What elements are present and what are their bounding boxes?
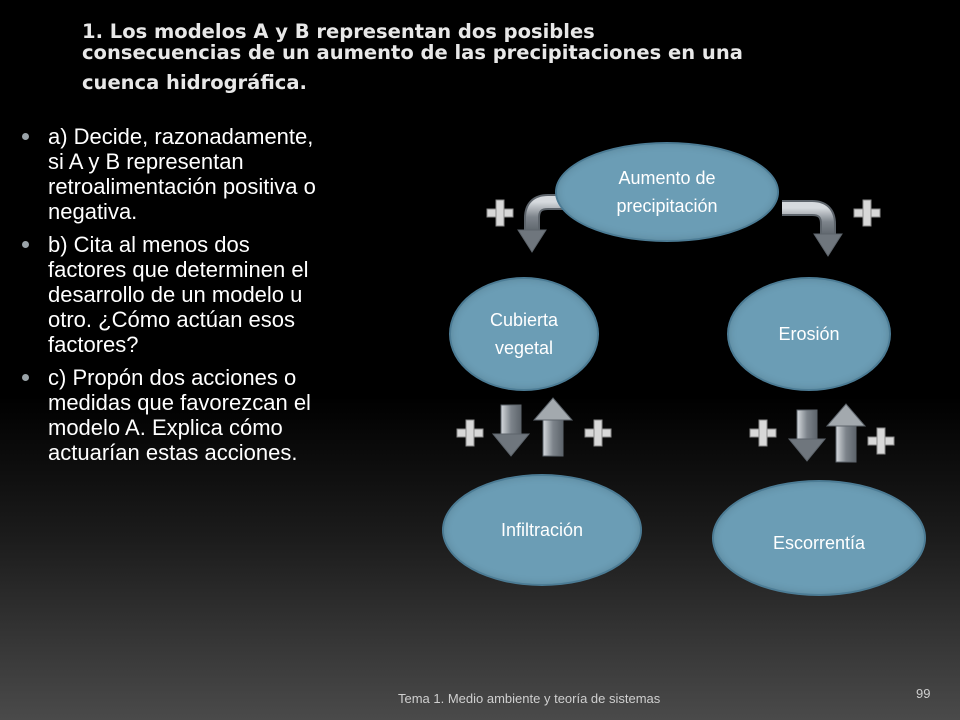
up-arrow-right-icon [827, 404, 865, 462]
plus-icon-mid-right-2 [868, 428, 894, 454]
plus-icon-mid-left-1 [457, 420, 483, 446]
node-label: Cubierta vegetal [489, 310, 559, 358]
node-label: Escorrentía [772, 533, 866, 553]
question-text-b: b) Cita al menos dos factores que determinen el desarrollo de un modelo u otro. ¿Cómo actúan esos factores? [48, 232, 309, 357]
node-label: Infiltración [500, 520, 584, 540]
title-line-2: consecuencias de un aumento de las precipitaciones en una [82, 41, 743, 64]
page-number: 99 [916, 686, 931, 701]
node-cubierta-vegetal [449, 277, 599, 391]
curved-arrow-right-icon [782, 208, 842, 256]
node-erosion [727, 277, 891, 391]
node-infiltracion [442, 474, 642, 586]
node-aumento-precipitacion [555, 142, 779, 242]
plus-icon-mid-left-2 [585, 420, 611, 446]
title-line-1: 1. Los modelos A y B representan dos posibles [82, 20, 595, 43]
node-label: Aumento de precipitación [616, 168, 718, 216]
title-line-3: cuenca hidrográfica. [82, 71, 307, 94]
down-arrow-left-icon [493, 405, 529, 456]
question-text-a: a) Decide, razonadamente, si A y B representan retroalimentación positiva o negativa. [48, 124, 316, 224]
up-arrow-left-icon [534, 398, 572, 456]
question-text-c: c) Propón dos acciones o medidas que favorezcan el modelo A. Explica cómo actuarían estas acciones. [48, 365, 311, 465]
node-label: Erosión [778, 324, 840, 344]
down-arrow-right-icon [789, 410, 825, 461]
plus-icon-top-left [487, 200, 513, 226]
plus-icon-top-right [854, 200, 880, 226]
node-escorrentia [712, 480, 926, 596]
footer-text: Tema 1. Medio ambiente y teoría de sistemas [398, 691, 661, 706]
plus-icon-mid-right-1 [750, 420, 776, 446]
